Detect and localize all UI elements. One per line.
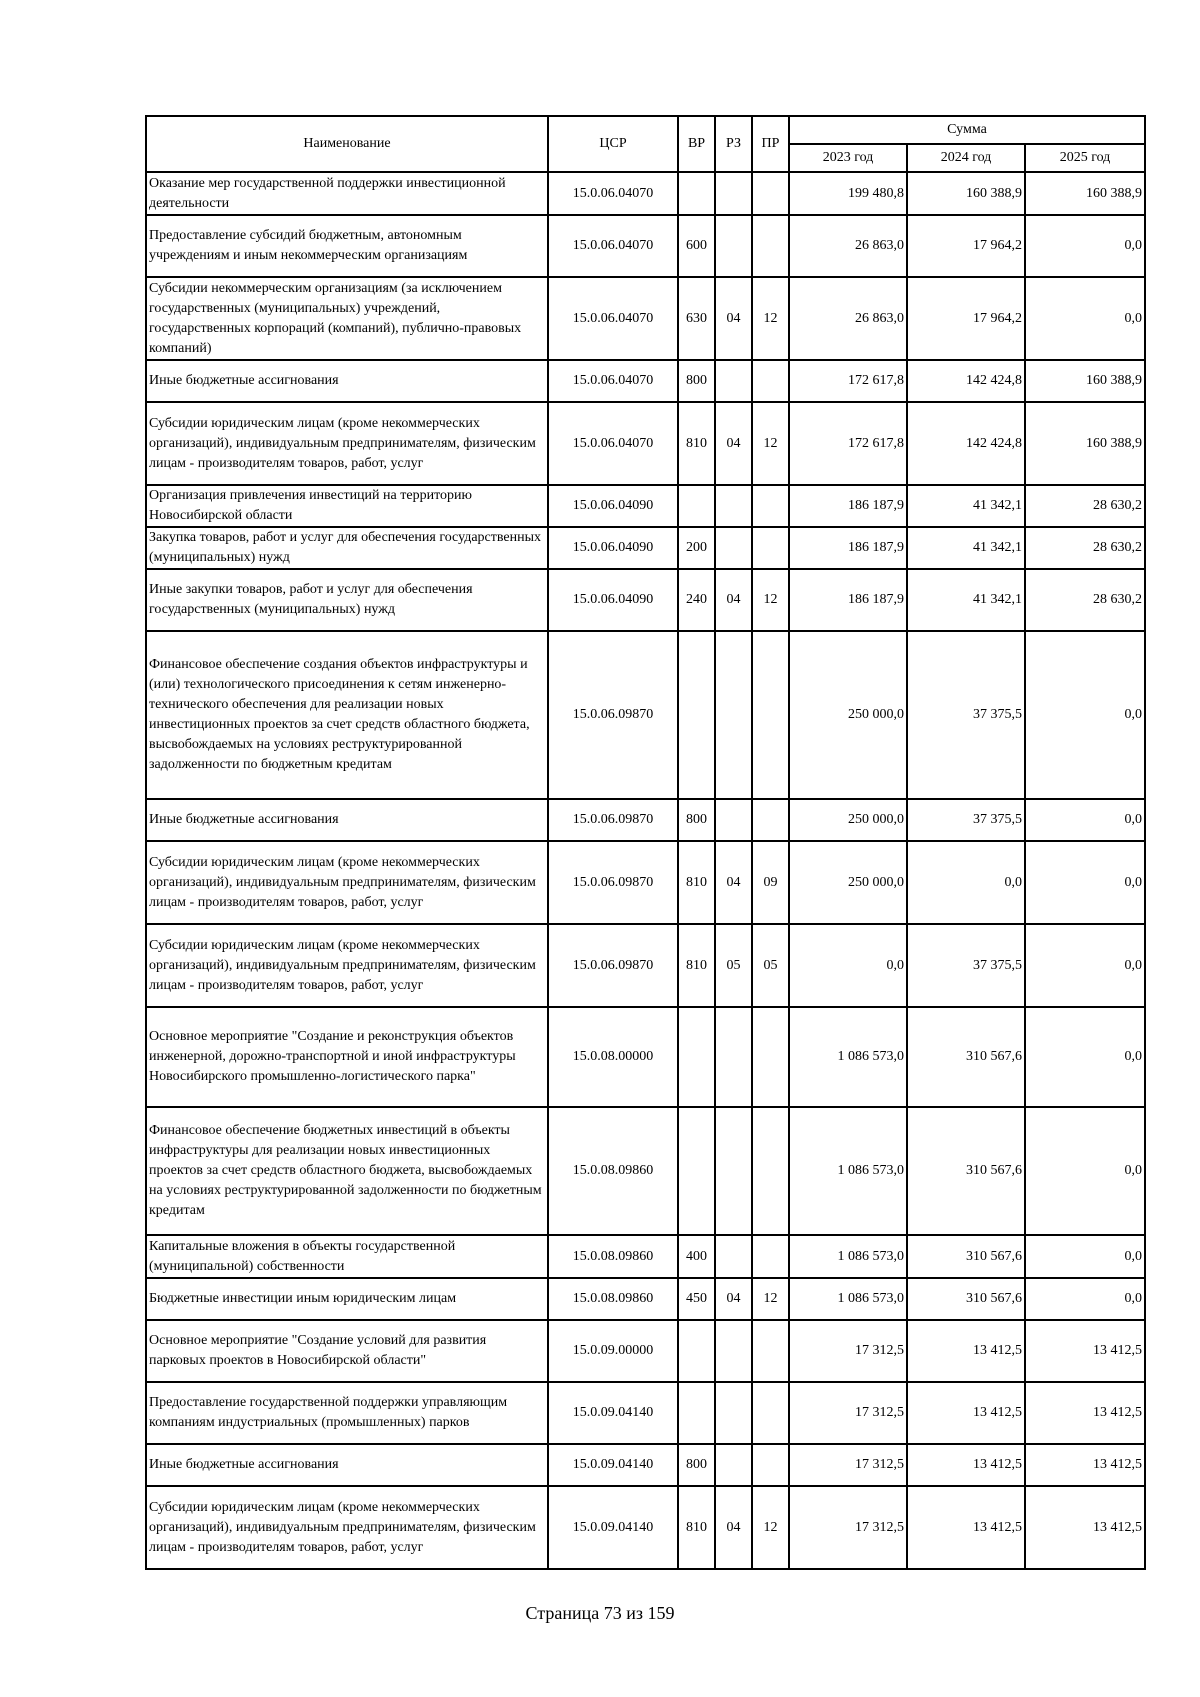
cell-sum-2023: 186 187,9 [789,485,907,527]
cell-rz [715,172,752,215]
cell-sum-2024: 142 424,8 [907,402,1025,485]
table-row [146,1278,1145,1320]
cell-rz [715,215,752,277]
cell-csr: 15.0.09.04140 [548,1382,678,1444]
cell-sum-2023: 26 863,0 [789,277,907,360]
cell-sum-2025: 0,0 [1025,277,1145,360]
cell-sum-2025: 160 388,9 [1025,172,1145,215]
header-pr: ПР [752,116,789,172]
cell-vr: 800 [678,799,715,841]
cell-vr: 800 [678,360,715,402]
cell-csr: 15.0.06.04070 [548,402,678,485]
table-row [146,1486,1145,1569]
cell-pr [752,527,789,569]
cell-sum-2024: 41 342,1 [907,527,1025,569]
table-row [146,1235,1145,1278]
cell-sum-2023: 17 312,5 [789,1382,907,1444]
cell-name: Субсидии юридическим лицам (кроме некоммерческих организаций), индивидуальным предпринимателям, физическим лицам - производителям товаров, работ, услуг [146,841,548,924]
cell-csr: 15.0.06.04070 [548,215,678,277]
cell-pr: 12 [752,569,789,631]
cell-sum-2023: 0,0 [789,924,907,1007]
cell-sum-2025: 160 388,9 [1025,402,1145,485]
header-year-2025: 2025 год [1025,144,1145,172]
table-header [146,116,1145,172]
cell-vr: 810 [678,1486,715,1569]
header-name: Наименование [146,116,548,172]
cell-pr [752,1007,789,1107]
cell-vr [678,1320,715,1382]
cell-sum-2025: 0,0 [1025,631,1145,799]
cell-name: Субсидии некоммерческим организациям (за исключением государственных (муниципальных) учреждений, государственных корпораций (компаний), публично-правовых компаний) [146,277,548,360]
cell-vr [678,485,715,527]
cell-sum-2023: 250 000,0 [789,841,907,924]
table-row [146,1107,1145,1235]
cell-sum-2024: 41 342,1 [907,569,1025,631]
cell-name: Бюджетные инвестиции иным юридическим лицам [146,1278,548,1320]
cell-sum-2025: 160 388,9 [1025,360,1145,402]
cell-name: Иные закупки товаров, работ и услуг для обеспечения государственных (муниципальных) нужд [146,569,548,631]
cell-pr [752,360,789,402]
table-row [146,799,1145,841]
cell-vr: 450 [678,1278,715,1320]
table-row [146,215,1145,277]
cell-sum-2025: 0,0 [1025,1235,1145,1278]
cell-rz: 05 [715,924,752,1007]
cell-name: Капитальные вложения в объекты государственной (муниципальной) собственности [146,1235,548,1278]
cell-sum-2025: 0,0 [1025,1007,1145,1107]
cell-name: Финансовое обеспечение создания объектов инфраструктуры и (или) технологического присоединения к сетям инженерно-технического обеспечения для реализации новых инвестиционных проектов за счет средств областного бюджета, высвобождаемых на условиях реструктурированной задолженности по бюджетным кредитам [146,631,548,799]
table-row [146,360,1145,402]
cell-vr: 800 [678,1444,715,1486]
cell-csr: 15.0.06.04090 [548,527,678,569]
cell-sum-2024: 310 567,6 [907,1278,1025,1320]
cell-rz: 04 [715,1278,752,1320]
cell-sum-2023: 250 000,0 [789,631,907,799]
cell-sum-2023: 1 086 573,0 [789,1007,907,1107]
cell-csr: 15.0.08.09860 [548,1107,678,1235]
table-row [146,1444,1145,1486]
cell-sum-2024: 310 567,6 [907,1107,1025,1235]
cell-vr: 810 [678,841,715,924]
cell-rz [715,527,752,569]
cell-sum-2025: 0,0 [1025,1278,1145,1320]
cell-pr [752,1320,789,1382]
cell-csr: 15.0.06.04090 [548,485,678,527]
cell-pr [752,1382,789,1444]
table-row [146,924,1145,1007]
cell-sum-2023: 26 863,0 [789,215,907,277]
cell-vr [678,1007,715,1107]
cell-sum-2024: 37 375,5 [907,631,1025,799]
cell-rz [715,1382,752,1444]
header-vr: ВР [678,116,715,172]
cell-sum-2023: 1 086 573,0 [789,1278,907,1320]
cell-sum-2024: 160 388,9 [907,172,1025,215]
cell-name: Субсидии юридическим лицам (кроме некоммерческих организаций), индивидуальным предпринимателям, физическим лицам - производителям товаров, работ, услуг [146,1486,548,1569]
cell-name: Иные бюджетные ассигнования [146,1444,548,1486]
cell-csr: 15.0.06.09870 [548,799,678,841]
cell-csr: 15.0.06.09870 [548,631,678,799]
cell-sum-2023: 17 312,5 [789,1444,907,1486]
cell-rz: 04 [715,277,752,360]
cell-sum-2024: 17 964,2 [907,277,1025,360]
cell-sum-2025: 13 412,5 [1025,1444,1145,1486]
cell-rz: 04 [715,1486,752,1569]
cell-rz [715,485,752,527]
cell-pr [752,799,789,841]
cell-rz [715,1007,752,1107]
cell-sum-2024: 37 375,5 [907,799,1025,841]
cell-pr: 12 [752,1278,789,1320]
table-row [146,1382,1145,1444]
cell-pr [752,1235,789,1278]
page-number: Страница 73 из 159 [525,1603,675,1623]
cell-csr: 15.0.08.09860 [548,1278,678,1320]
cell-sum-2023: 199 480,8 [789,172,907,215]
cell-sum-2025: 28 630,2 [1025,527,1145,569]
cell-vr: 200 [678,527,715,569]
table-row [146,527,1145,569]
header-rz: РЗ [715,116,752,172]
table-row [146,841,1145,924]
cell-rz [715,631,752,799]
header-csr: ЦСР [548,116,678,172]
table-row [146,402,1145,485]
cell-vr: 630 [678,277,715,360]
cell-sum-2024: 13 412,5 [907,1320,1025,1382]
cell-sum-2024: 142 424,8 [907,360,1025,402]
cell-sum-2024: 17 964,2 [907,215,1025,277]
cell-pr: 09 [752,841,789,924]
table-body [146,172,1145,1569]
cell-name: Иные бюджетные ассигнования [146,799,548,841]
cell-sum-2024: 310 567,6 [907,1235,1025,1278]
table-row [146,569,1145,631]
cell-sum-2023: 17 312,5 [789,1320,907,1382]
cell-vr: 810 [678,924,715,1007]
table-row [146,631,1145,799]
cell-sum-2024: 0,0 [907,841,1025,924]
cell-name: Субсидии юридическим лицам (кроме некоммерческих организаций), индивидуальным предпринимателям, физическим лицам - производителям товаров, работ, услуг [146,924,548,1007]
cell-sum-2025: 28 630,2 [1025,485,1145,527]
header-year-2023: 2023 год [789,144,907,172]
cell-sum-2023: 172 617,8 [789,402,907,485]
cell-sum-2024: 13 412,5 [907,1444,1025,1486]
cell-pr [752,215,789,277]
cell-pr [752,172,789,215]
cell-pr [752,631,789,799]
cell-name: Основное мероприятие "Создание и реконструкция объектов инженерной, дорожно-транспортной и иной инфраструктуры Новосибирского промышленно-логистического парка" [146,1007,548,1107]
cell-rz [715,1235,752,1278]
cell-vr: 600 [678,215,715,277]
cell-sum-2025: 28 630,2 [1025,569,1145,631]
cell-sum-2025: 13 412,5 [1025,1486,1145,1569]
cell-sum-2025: 0,0 [1025,799,1145,841]
cell-sum-2023: 17 312,5 [789,1486,907,1569]
cell-name: Предоставление субсидий бюджетным, автономным учреждениям и иным некоммерческим организациям [146,215,548,277]
header-sum: Сумма [789,116,1145,144]
cell-pr: 12 [752,1486,789,1569]
table-row [146,1007,1145,1107]
cell-csr: 15.0.09.04140 [548,1486,678,1569]
cell-vr: 400 [678,1235,715,1278]
cell-sum-2023: 250 000,0 [789,799,907,841]
cell-sum-2025: 0,0 [1025,841,1145,924]
cell-csr: 15.0.06.09870 [548,841,678,924]
cell-csr: 15.0.08.09860 [548,1235,678,1278]
cell-vr [678,172,715,215]
cell-pr [752,1107,789,1235]
cell-csr: 15.0.06.04070 [548,360,678,402]
table-row [146,172,1145,215]
cell-rz [715,1444,752,1486]
cell-name: Закупка товаров, работ и услуг для обеспечения государственных (муниципальных) нужд [146,527,548,569]
cell-sum-2023: 186 187,9 [789,527,907,569]
cell-sum-2025: 0,0 [1025,924,1145,1007]
table-row [146,485,1145,527]
cell-vr [678,1382,715,1444]
cell-vr: 810 [678,402,715,485]
cell-name: Иные бюджетные ассигнования [146,360,548,402]
cell-rz: 04 [715,569,752,631]
cell-sum-2024: 37 375,5 [907,924,1025,1007]
cell-sum-2023: 1 086 573,0 [789,1235,907,1278]
budget-table [145,115,1146,1570]
cell-rz [715,799,752,841]
cell-csr: 15.0.06.04070 [548,172,678,215]
cell-vr: 240 [678,569,715,631]
cell-rz [715,1107,752,1235]
cell-csr: 15.0.06.09870 [548,924,678,1007]
cell-vr [678,1107,715,1235]
cell-csr: 15.0.08.00000 [548,1007,678,1107]
cell-sum-2023: 186 187,9 [789,569,907,631]
cell-pr [752,1444,789,1486]
cell-sum-2024: 41 342,1 [907,485,1025,527]
cell-name: Предоставление государственной поддержки управляющим компаниям индустриальных (промышленных) парков [146,1382,548,1444]
header-year-2024: 2024 год [907,144,1025,172]
cell-csr: 15.0.09.00000 [548,1320,678,1382]
cell-sum-2025: 13 412,5 [1025,1320,1145,1382]
cell-name: Финансовое обеспечение бюджетных инвестиций в объекты инфраструктуры для реализации новых инвестиционных проектов за счет средств областного бюджета, высвобождаемых на условиях реструктурированной задолженности по бюджетным кредитам [146,1107,548,1235]
cell-csr: 15.0.06.04070 [548,277,678,360]
cell-rz: 04 [715,841,752,924]
cell-rz: 04 [715,402,752,485]
cell-pr: 12 [752,402,789,485]
cell-name: Субсидии юридическим лицам (кроме некоммерческих организаций), индивидуальным предпринимателям, физическим лицам - производителям товаров, работ, услуг [146,402,548,485]
cell-csr: 15.0.06.04090 [548,569,678,631]
table-row [146,277,1145,360]
cell-sum-2025: 0,0 [1025,215,1145,277]
cell-vr [678,631,715,799]
cell-rz [715,1320,752,1382]
cell-name: Организация привлечения инвестиций на территорию Новосибирской области [146,485,548,527]
cell-sum-2024: 310 567,6 [907,1007,1025,1107]
cell-sum-2024: 13 412,5 [907,1382,1025,1444]
table-row [146,1320,1145,1382]
cell-csr: 15.0.09.04140 [548,1444,678,1486]
cell-pr [752,485,789,527]
cell-sum-2025: 13 412,5 [1025,1382,1145,1444]
cell-sum-2025: 0,0 [1025,1107,1145,1235]
cell-name: Оказание мер государственной поддержки инвестиционной деятельности [146,172,548,215]
cell-rz [715,360,752,402]
cell-sum-2023: 1 086 573,0 [789,1107,907,1235]
cell-sum-2023: 172 617,8 [789,360,907,402]
cell-pr: 12 [752,277,789,360]
cell-pr: 05 [752,924,789,1007]
cell-name: Основное мероприятие "Создание условий для развития парковых проектов в Новосибирской области" [146,1320,548,1382]
cell-sum-2024: 13 412,5 [907,1486,1025,1569]
